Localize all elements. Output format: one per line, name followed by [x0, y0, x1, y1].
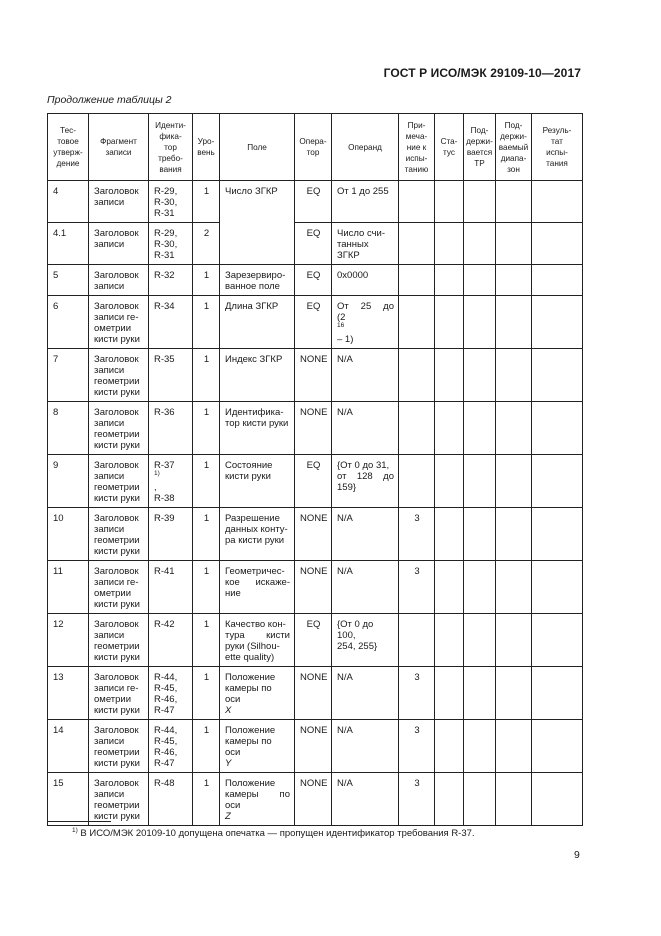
operator: EQ: [295, 296, 332, 349]
status-cell: [435, 561, 464, 614]
table-row: [48, 667, 583, 720]
row-number: 10: [48, 508, 89, 561]
level: 1: [193, 349, 220, 402]
operand: N/A: [332, 561, 399, 614]
requirement-id: R-32: [149, 265, 193, 296]
test-result-cell: [532, 181, 583, 223]
status-cell: [435, 508, 464, 561]
test-result-cell: [532, 614, 583, 667]
col-header-operand: Операнд: [332, 114, 399, 181]
record-fragment: Заголовок записи геометрии кисти руки: [89, 773, 149, 826]
operator: NONE: [295, 349, 332, 402]
level: 2: [193, 223, 220, 265]
test-result-cell: [532, 720, 583, 773]
requirement-id: R-44, R-45, R-46, R-47: [149, 720, 193, 773]
test-result-cell: [532, 773, 583, 826]
col-header-field: Поле: [220, 114, 295, 181]
footnote-marker: 1): [154, 469, 160, 477]
supported-range-cell: [496, 265, 532, 296]
test-result-cell: [532, 455, 583, 508]
table-row: [48, 296, 583, 349]
supported-tr-cell: [464, 561, 496, 614]
test-note: 3: [399, 773, 435, 826]
table-header-row: [48, 114, 583, 181]
supported-range-cell: [496, 508, 532, 561]
supported-tr-cell: [464, 720, 496, 773]
operand: N/A: [332, 667, 399, 720]
record-fragment: Заголовок записи геометрии кисти руки: [89, 455, 149, 508]
requirement-id: R-39: [149, 508, 193, 561]
test-result-cell: [532, 402, 583, 455]
col-header-status: Ста- тус: [435, 114, 464, 181]
supported-tr-cell: [464, 773, 496, 826]
field: Длина ЗГКР: [220, 296, 295, 349]
table-row: [48, 455, 583, 508]
record-fragment: Заголовок записи геометрии кисти руки: [89, 614, 149, 667]
status-cell: [435, 181, 464, 223]
status-cell: [435, 455, 464, 508]
field: Качество кон- тура кисти руки (Silhou- ette quality): [220, 614, 295, 667]
status-cell: [435, 349, 464, 402]
operand: От 1 до 255: [332, 181, 399, 223]
test-result-cell: [532, 349, 583, 402]
operator: NONE: [295, 561, 332, 614]
record-fragment: Заголовок записи геометрии кисти руки: [89, 508, 149, 561]
test-note: 3: [399, 508, 435, 561]
field: Зарезервиро- ванное поле: [220, 265, 295, 296]
level: 1: [193, 614, 220, 667]
supported-range-cell: [496, 667, 532, 720]
field: Геометричес- кое искаже- ние: [220, 561, 295, 614]
level: 1: [193, 402, 220, 455]
requirement-id: R-44, R-45, R-46, R-47: [149, 667, 193, 720]
operand: От 25 до (2 $^{16}$ – 1): [332, 296, 399, 349]
col-header-supported-range: Под- держи- ваемый диапа- зон: [496, 114, 532, 181]
operand: {От 0 до 100, 254, 255}: [332, 614, 399, 667]
table-row: [48, 773, 583, 826]
requirements-table: [47, 113, 583, 826]
level: 1: [193, 508, 220, 561]
col-header-operator: Опера- тор: [295, 114, 332, 181]
requirement-id: R-48: [149, 773, 193, 826]
operand: N/A: [332, 773, 399, 826]
test-note: 3: [399, 720, 435, 773]
supported-tr-cell: [464, 455, 496, 508]
operator: NONE: [295, 720, 332, 773]
operand: 0x0000: [332, 265, 399, 296]
operand: Число счи- танных ЗГКР: [332, 223, 399, 265]
level: 1: [193, 455, 220, 508]
document-header: ГОСТ Р ИСО/МЭК 29109-10—2017: [383, 66, 581, 80]
row-number: 5: [48, 265, 89, 296]
level: 1: [193, 296, 220, 349]
supported-range-cell: [496, 773, 532, 826]
level: 1: [193, 265, 220, 296]
status-cell: [435, 402, 464, 455]
operator: EQ: [295, 614, 332, 667]
operand: N/A: [332, 402, 399, 455]
test-note: [399, 296, 435, 349]
status-cell: [435, 667, 464, 720]
status-cell: [435, 265, 464, 296]
footnote: [72, 828, 475, 839]
operator: NONE: [295, 508, 332, 561]
supported-tr-cell: [464, 614, 496, 667]
test-note: 3: [399, 561, 435, 614]
supported-tr-cell: [464, 181, 496, 223]
supported-tr-cell: [464, 296, 496, 349]
operator: EQ: [295, 181, 332, 223]
record-fragment: Заголовок записи ге- ометрии кисти руки: [89, 296, 149, 349]
supported-range-cell: [496, 223, 532, 265]
level: 1: [193, 720, 220, 773]
record-fragment: Заголовок записи: [89, 265, 149, 296]
field: Состояние кисти руки: [220, 455, 295, 508]
record-fragment: Заголовок записи геометрии кисти руки: [89, 402, 149, 455]
footnote-marker: 1): [72, 826, 78, 834]
test-note: [399, 349, 435, 402]
test-result-cell: [532, 508, 583, 561]
row-number: 12: [48, 614, 89, 667]
field: Идентифика- тор кисти руки: [220, 402, 295, 455]
row-number: 6: [48, 296, 89, 349]
test-note: 3: [399, 667, 435, 720]
col-header-test-assertion: Тес- товое утверж- дение: [48, 114, 89, 181]
record-fragment: Заголовок записи геометрии кисти руки: [89, 349, 149, 402]
row-number: 4: [48, 181, 89, 223]
operand: N/A: [332, 720, 399, 773]
row-number: 15: [48, 773, 89, 826]
requirement-id: R-37 $^{1)}$ , R-38: [149, 455, 193, 508]
requirement-id: R-36: [149, 402, 193, 455]
col-header-test-result: Резуль- тат испы- тания: [532, 114, 583, 181]
supported-tr-cell: [464, 402, 496, 455]
supported-range-cell: [496, 720, 532, 773]
status-cell: [435, 614, 464, 667]
footnote-text: В ИСО/МЭК 20109-10 допущена опечатка — пропущен идентификатор требования R-37.: [77, 828, 475, 839]
record-fragment: Заголовок записи ге- ометрии кисти руки: [89, 561, 149, 614]
page-number: 9: [574, 849, 580, 861]
test-note: [399, 402, 435, 455]
supported-tr-cell: [464, 223, 496, 265]
requirement-id: R-41: [149, 561, 193, 614]
table-row: [48, 614, 583, 667]
test-note: [399, 455, 435, 508]
test-note: [399, 265, 435, 296]
table-row: [48, 265, 583, 296]
supported-tr-cell: [464, 508, 496, 561]
test-result-cell: [532, 667, 583, 720]
col-header-supported-tr: Под- держи- вается ТР: [464, 114, 496, 181]
record-fragment: Заголовок записи: [89, 223, 149, 265]
test-note: [399, 614, 435, 667]
row-number: 7: [48, 349, 89, 402]
field: Положение камеры по оси Y: [220, 720, 295, 773]
operator: NONE: [295, 667, 332, 720]
test-result-cell: [532, 296, 583, 349]
col-header-test-note: При- меча- ние к испы- танию: [399, 114, 435, 181]
supported-range-cell: [496, 296, 532, 349]
test-note: [399, 181, 435, 223]
table-row: [48, 720, 583, 773]
level: 1: [193, 667, 220, 720]
status-cell: [435, 773, 464, 826]
operator: NONE: [295, 773, 332, 826]
table-row: [48, 561, 583, 614]
table-row: [48, 508, 583, 561]
row-number: 14: [48, 720, 89, 773]
table-caption: Продолжение таблицы 2: [47, 94, 172, 106]
status-cell: [435, 223, 464, 265]
operator: NONE: [295, 402, 332, 455]
record-fragment: Заголовок записи ге- ометрии кисти руки: [89, 667, 149, 720]
supported-range-cell: [496, 614, 532, 667]
table-row: [48, 402, 583, 455]
row-number: 13: [48, 667, 89, 720]
test-result-cell: [532, 223, 583, 265]
operand: N/A: [332, 508, 399, 561]
supported-range-cell: [496, 402, 532, 455]
supported-tr-cell: [464, 349, 496, 402]
field: Разрешение данных конту- ра кисти руки: [220, 508, 295, 561]
col-header-level: Уро- вень: [193, 114, 220, 181]
field: Число ЗГКР: [220, 181, 295, 265]
supported-range-cell: [496, 561, 532, 614]
field: Индекс ЗГКР: [220, 349, 295, 402]
status-cell: [435, 296, 464, 349]
operand: {От 0 до 31, от 128 до 159}: [332, 455, 399, 508]
col-header-record-fragment: Фрагмент записи: [89, 114, 149, 181]
test-note: [399, 223, 435, 265]
supported-range-cell: [496, 181, 532, 223]
row-number: 8: [48, 402, 89, 455]
level: 1: [193, 773, 220, 826]
supported-range-cell: [496, 455, 532, 508]
test-result-cell: [532, 561, 583, 614]
test-result-cell: [532, 265, 583, 296]
table-row: [48, 349, 583, 402]
row-number: 4.1: [48, 223, 89, 265]
level: 1: [193, 181, 220, 223]
footnote-divider: [47, 821, 111, 822]
operator: EQ: [295, 265, 332, 296]
operand: N/A: [332, 349, 399, 402]
requirement-id: R-29, R-30, R-31: [149, 223, 193, 265]
row-number: 9: [48, 455, 89, 508]
field: Положение камеры по оси X: [220, 667, 295, 720]
status-cell: [435, 720, 464, 773]
field: Положение камеры по оси Z: [220, 773, 295, 826]
col-header-requirement-id: Иденти- фика- тор требо- вания: [149, 114, 193, 181]
level: 1: [193, 561, 220, 614]
requirement-id: R-29, R-30, R-31: [149, 181, 193, 223]
supported-tr-cell: [464, 265, 496, 296]
supported-range-cell: [496, 349, 532, 402]
operator: EQ: [295, 455, 332, 508]
row-number: 11: [48, 561, 89, 614]
table-row: [48, 223, 583, 265]
record-fragment: Заголовок записи геометрии кисти руки: [89, 720, 149, 773]
supported-tr-cell: [464, 667, 496, 720]
table-row: [48, 181, 583, 223]
requirement-id: R-34: [149, 296, 193, 349]
record-fragment: Заголовок записи: [89, 181, 149, 223]
requirement-id: R-42: [149, 614, 193, 667]
operator: EQ: [295, 223, 332, 265]
requirement-id: R-35: [149, 349, 193, 402]
